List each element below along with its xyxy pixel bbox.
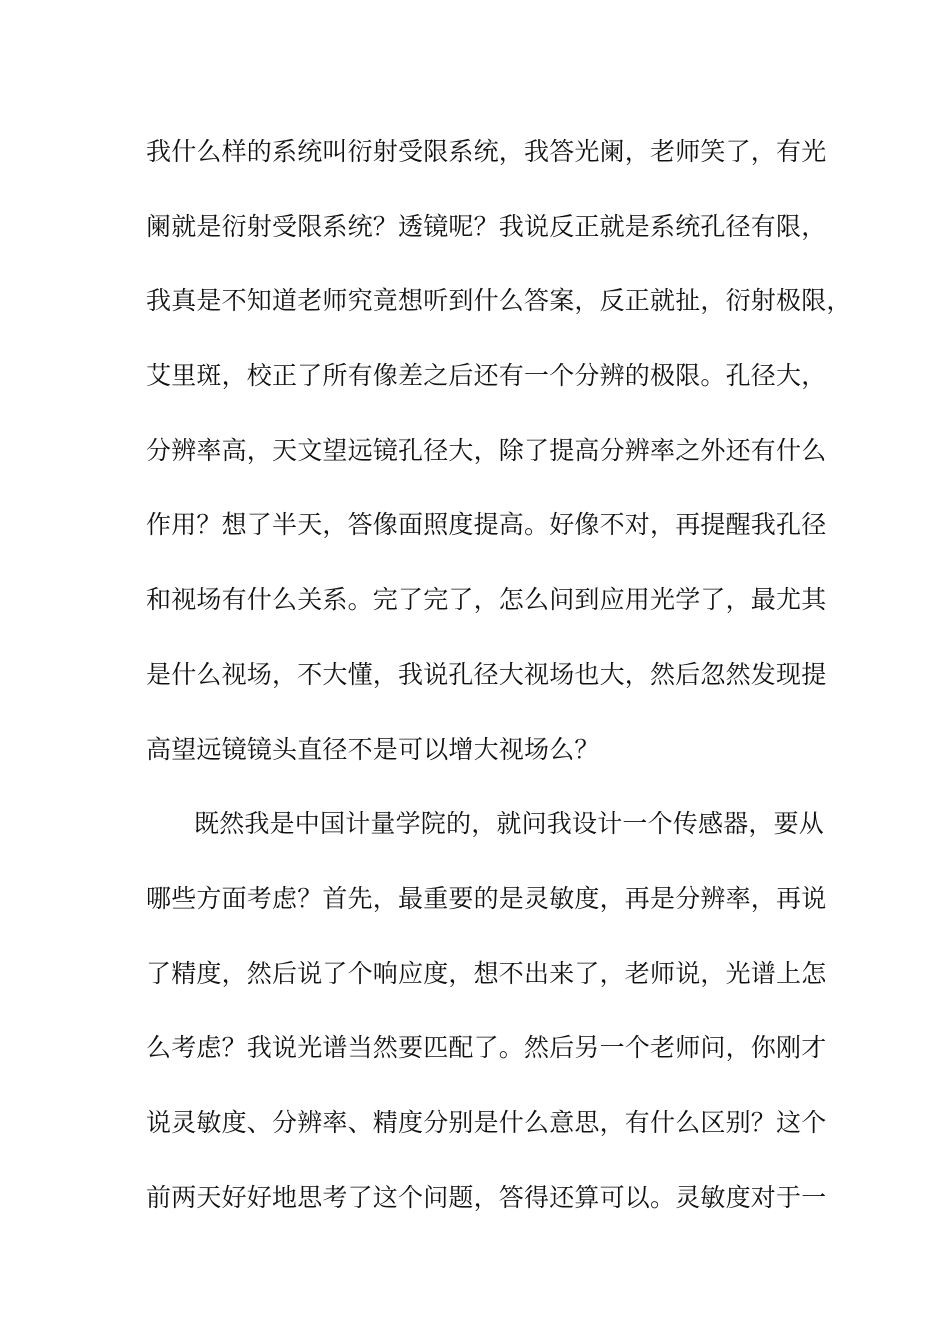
text-line: 前两天好好地思考了这个问题，答得还算可以。灵敏度对于一	[146, 1182, 827, 1212]
text-line: 阑就是衍射受限系统？透镜呢？我说反正就是系统孔径有限，	[146, 211, 827, 241]
text-line: 艾里斑，校正了所有像差之后还有一个分辨的极限。孔径大，	[146, 361, 827, 391]
text-line: 哪些方面考虑？首先，最重要的是灵敏度，再是分辨率，再说	[146, 883, 827, 913]
text-line: 了精度，然后说了个响应度，想不出来了，老师说，光谱上怎	[146, 958, 827, 988]
body-text	[146, 132, 852, 1252]
text-line: 和视场有什么关系。完了完了，怎么问到应用光学了，最尤其	[146, 585, 827, 615]
text-line: 我什么样的系统叫衍射受限系统，我答光阑，老师笑了，有光	[146, 137, 827, 166]
text-line: 高望远镜镜头直径不是可以增大视场么？	[146, 734, 600, 764]
text-line: 分辨率高，天文望远镜孔径大，除了提高分辨率之外还有什么	[146, 435, 827, 465]
text-line: 我真是不知道老师究竟想听到什么答案，反正就扯，衍射极限，	[146, 286, 852, 316]
paragraph-start-line: 既然我是中国计量学院的，就问我设计一个传感器，要从	[194, 809, 825, 839]
text-line: 作用？想了半天，答像面照度提高。好像不对，再提醒我孔径	[146, 510, 827, 540]
text-line: 是什么视场，不大懂，我说孔径大视场也大，然后忽然发现提	[146, 659, 827, 689]
text-line: 么考虑？我说光谱当然要匹配了。然后另一个老师问，你刚才	[146, 1033, 827, 1063]
text-line: 说灵敏度、分辨率、精度分别是什么意思，有什么区别？这个	[146, 1107, 827, 1137]
